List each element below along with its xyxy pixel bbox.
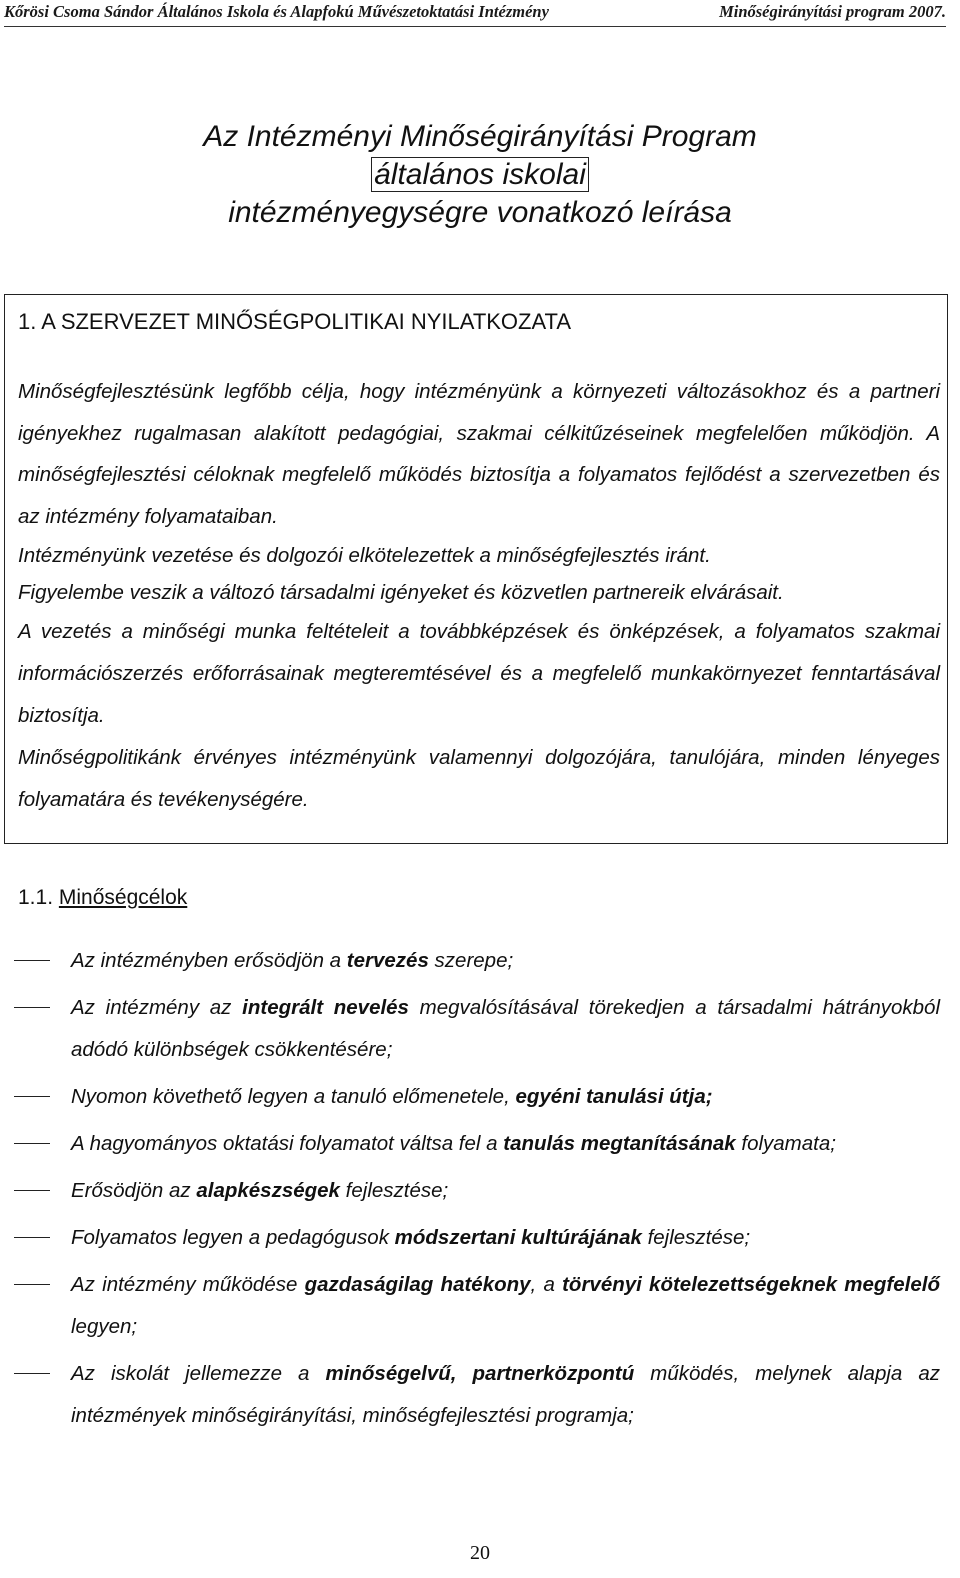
document-title xyxy=(0,118,960,232)
dash-bullet xyxy=(14,1007,50,1008)
list-item: Az iskolát jellemezze a minőségelvű, partnerközpontú működés, melynek alapja az intézmények minőségirányítási, minőségfejlesztési programja; xyxy=(0,1353,960,1437)
list-item: Erősödjön az alapkészségek fejlesztése; xyxy=(0,1170,960,1212)
policy-paragraph-4: A vezetés a minőségi munka feltételeit a továbbképzések és önképzések, a folyamatos szakmai információszerzés erőforrásainak megteremtésével és a megfelelő munkakörnyezet fenntartásával biztosítja. xyxy=(18,620,940,727)
policy-paragraph-3: Figyelembe veszik a változó társadalmi igényeket és közvetlen partnereik elvárásait. xyxy=(18,581,784,604)
dash-bullet xyxy=(14,960,50,961)
policy-paragraph-1: Minőségfejlesztésünk legfőbb célja, hogy intézményünk a környezeti változásokhoz és a partneri igényekhez rugalmasan alakított pedagógiai, szakmai célkitűzéseinek megfelelően működjön. A minőségfejlesztési céloknak megfelelő működés biztosítja a folyamatos fejlődést a szervezetben és az intézmény folyamataiban. xyxy=(18,380,940,528)
title-line-1: Az Intézményi Minőségirányítási Program xyxy=(203,120,757,153)
subsection-title: Minőségcélok xyxy=(58,886,188,909)
page-number: 20 xyxy=(470,1542,490,1564)
header-institution: Kőrösi Csoma Sándor Általános Iskola és Alapfokú Művészetoktatási Intézmény xyxy=(4,2,549,21)
list-item: Folyamatos legyen a pedagógusok módszertani kultúrájának fejlesztése; xyxy=(0,1217,960,1259)
quality-goals-list xyxy=(0,940,960,1442)
subsection-heading xyxy=(18,884,187,912)
policy-paragraph-5: Minőségpolitikánk érvényes intézményünk valamennyi dolgozójára, tanulójára, minden lényeges folyamatára és tevékenységére. xyxy=(18,746,940,811)
subsection-number: 1.1. xyxy=(18,886,54,909)
list-item: Az intézményben erősödjön a tervezés szerepe; xyxy=(0,940,960,982)
dash-bullet xyxy=(14,1373,50,1374)
policy-text xyxy=(18,371,940,821)
dash-bullet xyxy=(14,1190,50,1191)
dash-bullet xyxy=(14,1143,50,1144)
list-item: Nyomon követhető legyen a tanuló előmenetele, egyéni tanulási útja; xyxy=(0,1076,960,1118)
dash-bullet xyxy=(14,1284,50,1285)
title-line-2: általános iskolai xyxy=(371,157,589,192)
section-heading: 1. A SZERVEZET MINŐSÉGPOLITIKAI NYILATKOZATA xyxy=(18,309,571,334)
list-item: A hagyományos oktatási folyamatot váltsa fel a tanulás megtanításának folyamata; xyxy=(0,1123,960,1165)
dash-bullet xyxy=(14,1237,50,1238)
page-header xyxy=(4,2,946,27)
policy-paragraph-2: Intézményünk vezetése és dolgozói elkötelezettek a minőségfejlesztés iránt. xyxy=(18,544,711,567)
dash-bullet xyxy=(14,1096,50,1097)
list-item: Az intézmény az integrált nevelés megvalósításával törekedjen a társadalmi hátrányokból adódó különbségek csökkentésére; xyxy=(0,987,960,1071)
list-item: Az intézmény működése gazdaságilag hatékony, a törvényi kötelezettségeknek megfelelő legyen; xyxy=(0,1264,960,1348)
header-program: Minőségirányítási program 2007. xyxy=(719,2,946,21)
title-line-3: intézményegységre vonatkozó leírása xyxy=(228,196,732,229)
